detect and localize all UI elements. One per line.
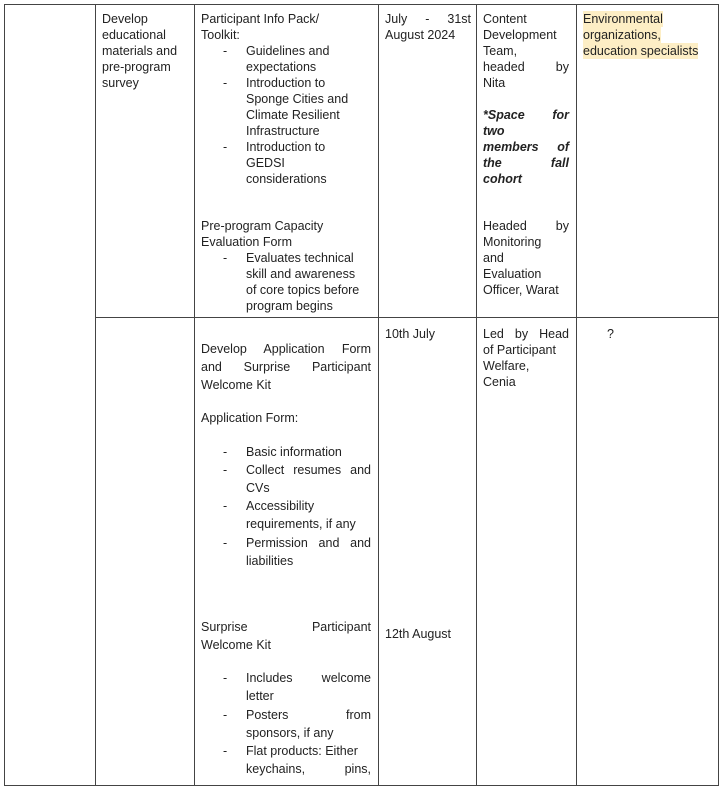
bullet-dash: - <box>223 708 228 722</box>
partners-line: education specialists <box>583 44 699 58</box>
responsible-line: and <box>483 251 504 265</box>
responsible-line: Welfare, <box>483 359 530 373</box>
kit-title: Surprise Participant <box>201 620 371 634</box>
app-title: and Surprise Participant <box>201 360 371 374</box>
responsible-line: headed by <box>483 60 569 74</box>
form-title: Pre-program Capacity <box>201 219 324 233</box>
partners-line: organizations, <box>583 28 661 42</box>
cohort-note: two <box>483 124 505 138</box>
list-item: keychains, pins, <box>246 762 371 776</box>
list-item: Posters from <box>246 708 371 722</box>
list-item: Sponge Cities and <box>246 92 349 106</box>
cohort-note: the fall <box>483 156 569 170</box>
activity-line: materials and <box>102 44 178 58</box>
pack-title: Participant Info Pack/ <box>201 12 320 26</box>
form-title: Evaluation Form <box>201 235 293 249</box>
bullet-dash: - <box>223 744 228 758</box>
bullet-dash: - <box>223 76 228 90</box>
bullet-dash: - <box>223 251 228 265</box>
list-item: Guidelines and <box>246 44 330 58</box>
responsible-line: Led by Head <box>483 327 569 341</box>
timeline-line: August 2024 <box>385 28 456 42</box>
table-row <box>5 5 719 318</box>
partners-line: Environmental <box>583 12 663 26</box>
bullet-dash: - <box>223 140 228 154</box>
timeline-date: 10th July <box>385 327 436 341</box>
list-item: CVs <box>246 481 270 495</box>
responsible-line: Content <box>483 12 527 26</box>
cohort-note: *Space for <box>483 108 569 122</box>
app-title: Welcome Kit <box>201 378 271 392</box>
list-item: Climate Resilient <box>246 108 340 122</box>
timeline-cell <box>379 5 477 318</box>
list-item: Introduction to <box>246 140 326 154</box>
deliverables-cell <box>195 5 379 318</box>
plan-table <box>4 4 719 786</box>
list-item: of core topics before <box>246 283 360 297</box>
list-item: considerations <box>246 172 327 186</box>
responsible-cell <box>477 5 577 318</box>
list-item: Introduction to <box>246 76 326 90</box>
timeline-line: July - 31st <box>385 12 471 26</box>
responsible-line: Officer, Warat <box>483 283 559 297</box>
responsible-line: Cenia <box>483 375 516 389</box>
responsible-cell <box>477 318 577 786</box>
table-row <box>5 318 719 786</box>
cohort-note: cohort <box>483 172 522 186</box>
responsible-line: Monitoring <box>483 235 542 249</box>
list-item: Collect resumes and <box>246 463 371 477</box>
list-item: Permission and and <box>246 536 371 550</box>
activity-line: survey <box>102 76 139 90</box>
activity-line: Develop <box>102 12 148 26</box>
activity-cell <box>96 5 195 318</box>
list-item: Accessibility <box>246 499 315 513</box>
list-item: program begins <box>246 299 333 313</box>
list-item: skill and awareness <box>246 267 356 281</box>
partners-unknown: ? <box>607 327 614 341</box>
responsible-line: Team, <box>483 44 518 58</box>
list-item: letter <box>246 689 274 703</box>
pack-title: Toolkit: <box>201 28 240 42</box>
responsible-line: Nita <box>483 76 506 90</box>
responsible-line: Development <box>483 28 557 42</box>
bullet-dash: - <box>223 44 228 58</box>
activity-cell <box>96 318 195 786</box>
list-item: Basic information <box>246 445 342 459</box>
bullet-dash: - <box>223 463 228 477</box>
responsible-line: Headed by <box>483 219 569 233</box>
list-item: expectations <box>246 60 317 74</box>
responsible-line: of Participant <box>483 343 556 357</box>
list-item: liabilities <box>246 554 294 568</box>
partners-cell <box>577 5 719 318</box>
partners-cell <box>577 318 719 786</box>
timeline-date: 12th August <box>385 627 452 641</box>
cohort-note: members of <box>483 140 569 154</box>
list-item: Infrastructure <box>246 124 320 138</box>
list-item: GEDSI <box>246 156 285 170</box>
responsible-line: Evaluation <box>483 267 542 281</box>
activity-line: educational <box>102 28 166 42</box>
bullet-dash: - <box>223 671 228 685</box>
timeline-cell <box>379 318 477 786</box>
list-item: Flat products: Either <box>246 744 358 758</box>
bullet-dash: - <box>223 536 228 550</box>
activity-line: pre-program <box>102 60 171 74</box>
app-form-label: Application Form: <box>201 411 299 425</box>
bullet-dash: - <box>223 499 228 513</box>
left-blank-cell <box>5 5 96 786</box>
list-item: sponsors, if any <box>246 726 334 740</box>
bullet-dash: - <box>223 445 228 459</box>
list-item: requirements, if any <box>246 517 356 531</box>
kit-title: Welcome Kit <box>201 638 271 652</box>
list-item: Includes welcome <box>246 671 371 685</box>
app-title: Develop Application Form <box>201 342 371 356</box>
deliverables-cell <box>195 318 379 786</box>
list-item: Evaluates technical <box>246 251 354 265</box>
